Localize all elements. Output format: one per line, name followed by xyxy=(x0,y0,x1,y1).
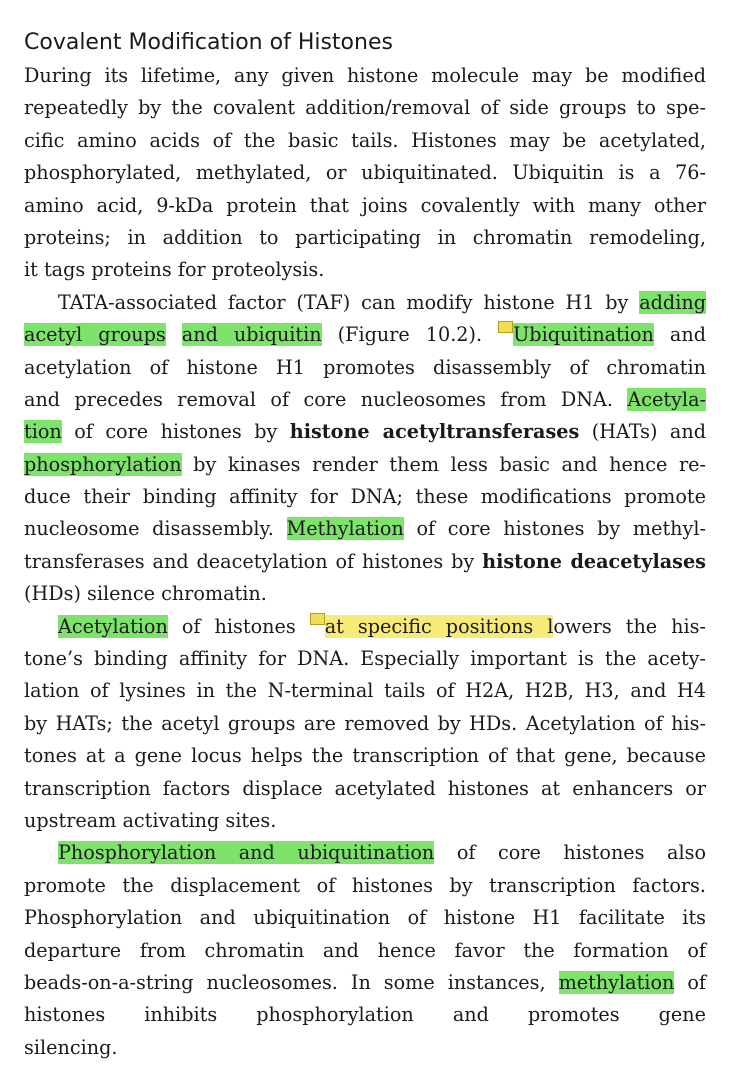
highlight-green[interactable]: Ubiquitination xyxy=(513,323,654,347)
text-span: of core histones also xyxy=(434,841,707,865)
text-line xyxy=(24,384,706,416)
highlight-green[interactable]: Acetylation xyxy=(58,614,168,638)
text-line: phosphorylated, methylated, or ubiquitinated. Ubiquitin is a 76- xyxy=(24,161,706,185)
comment-note-icon[interactable] xyxy=(310,613,325,625)
highlight-green[interactable]: Acetyla- xyxy=(627,387,706,411)
text-line: promote the displacement of histones by transcription factors. xyxy=(24,873,706,897)
highlight-green[interactable]: tion xyxy=(24,420,62,444)
text-span: nucleosome disassembly. xyxy=(24,517,287,541)
text-line xyxy=(24,967,706,999)
text-line: tones at a gene locus helps the transcription of that gene, because xyxy=(24,744,706,768)
text-line xyxy=(24,319,706,351)
text-span: owers the his- xyxy=(553,614,706,638)
highlight-yellow[interactable]: at specific positions l xyxy=(324,614,554,638)
highlight-green[interactable]: methylation xyxy=(558,970,675,994)
text-line: by HATs; the acetyl groups are removed by HDs. Acetylation of his- xyxy=(24,711,706,735)
highlight-green[interactable]: acetyl groups xyxy=(24,323,166,347)
text-span: beads-on-a-string nucleosomes. In some instances, xyxy=(24,970,559,994)
text-line: duce their binding affinity for DNA; these modifications promote xyxy=(24,485,706,509)
text-line xyxy=(24,837,706,869)
text-span: of histones xyxy=(167,614,310,638)
text-line: upstream activating sites. xyxy=(24,808,277,832)
text-line: Phosphorylation and ubiquitination of histone H1 facilitate its xyxy=(24,906,706,930)
text-span: TATA-associated factor (TAF) can modify histone H1 by xyxy=(58,290,640,314)
text-line: silencing. xyxy=(24,1035,118,1059)
text-span: (Figure 10.2). xyxy=(321,323,499,347)
text-line xyxy=(24,449,706,481)
comment-note-icon[interactable] xyxy=(498,321,513,333)
highlight-green[interactable]: adding xyxy=(639,290,706,314)
highlight-green[interactable]: Methylation xyxy=(286,517,404,541)
text-span: of xyxy=(674,970,706,994)
text-span: and xyxy=(653,323,706,347)
bold-term: histone acetyltransferases xyxy=(289,420,580,444)
text-line: it tags proteins for proteolysis. xyxy=(24,258,325,282)
bold-term: histone deacetylases xyxy=(482,549,706,573)
section-heading: Covalent Modification of Histones xyxy=(24,30,393,55)
text-line: repeatedly by the covalent addition/removal of side groups to spe- xyxy=(24,96,706,120)
document-page xyxy=(24,28,706,1064)
text-span: transferases and deacetylation of histones by xyxy=(24,549,483,573)
text-line: cific amino acids of the basic tails. Histones may be acetylated, xyxy=(24,128,706,152)
paragraph-2 xyxy=(24,287,706,611)
paragraph-1 xyxy=(24,60,706,287)
text-line: lation of lysines in the N-terminal tails of H2A, H2B, H3, and H4 xyxy=(24,679,706,703)
text-line: departure from chromatin and hence favor the formation of xyxy=(24,938,706,962)
highlight-green[interactable]: phosphorylation xyxy=(24,452,182,476)
text-line: amino acid, 9-kDa protein that joins covalently with many other xyxy=(24,193,706,217)
text-line: During its lifetime, any given histone molecule may be modified xyxy=(24,64,706,87)
highlight-green[interactable]: Phosphorylation and ubiquitination xyxy=(58,841,435,865)
text-line xyxy=(24,513,706,545)
text-span: of core histones by xyxy=(61,420,290,444)
highlight-green[interactable]: and ubiquitin xyxy=(181,323,322,347)
text-line: proteins; in addition to participating in chromatin remodeling, xyxy=(24,225,706,249)
text-line: acetylation of histone H1 promotes disassembly of chromatin xyxy=(24,355,706,379)
paragraph-3 xyxy=(24,611,706,838)
text-line: transcription factors displace acetylated histones at enhancers or xyxy=(24,776,706,800)
text-line: tone’s binding affinity for DNA. Especially important is the acety- xyxy=(24,647,706,671)
text-span: (HATs) and xyxy=(579,420,706,444)
text-line xyxy=(24,287,706,319)
text-line xyxy=(24,416,706,448)
text-span: and precedes removal of core nucleosomes from DNA. xyxy=(24,387,628,411)
text-span: of core histones by methyl- xyxy=(403,517,706,541)
text-line xyxy=(24,546,706,578)
text-line: histones inhibits phosphorylation and promotes gene xyxy=(24,1003,706,1027)
paragraph-4 xyxy=(24,837,706,1064)
text-span: by kinases render them less basic and hence re- xyxy=(181,452,706,476)
text-line xyxy=(24,611,706,643)
text-line: (HDs) silence chromatin. xyxy=(24,582,267,606)
